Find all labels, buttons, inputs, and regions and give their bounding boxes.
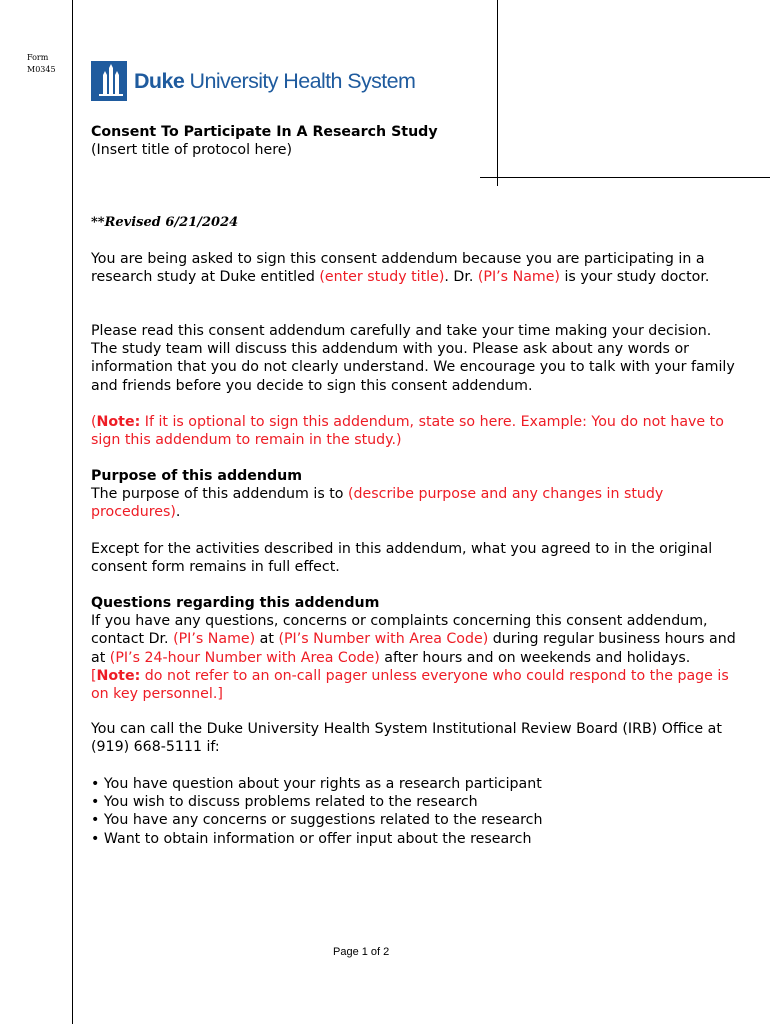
- read-paragraph: Please read this consent addendum carefully and take your time making your decision. The study team will discuss this addendum with you. Please ask about any words or information that you do not clearly understand. We encourage you to talk with your family and friends before you decide to sign this consent addendum.: [91, 323, 735, 394]
- list-item: • You wish to discuss problems related to the research: [91, 794, 478, 811]
- duke-health-logo: [91, 61, 415, 101]
- page-number: Page 1 of 2: [333, 946, 390, 958]
- intro-text-2: . Dr.: [444, 269, 478, 286]
- irb-paragraph: You can call the Duke University Health System Institutional Review Board (IRB) Office at (919) 668-5111 if:: [91, 721, 722, 756]
- purpose-placeholder: (describe purpose and any changes in study procedures): [91, 486, 664, 521]
- purpose-section: [91, 467, 736, 522]
- list-item: • You have any concerns or suggestions related to the research: [91, 812, 543, 829]
- form-code-label: Form: [27, 53, 49, 62]
- document-title: Consent To Participate In A Research Study: [91, 124, 438, 140]
- list-item: • You have question about your rights as a research participant: [91, 776, 542, 792]
- header-vertical-rule: [497, 0, 498, 186]
- intro-paragraph: [91, 250, 736, 286]
- note-text: If it is optional to sign this addendum, state so here. Example: You do not have to sign this addendum to remain in the study.): [91, 414, 724, 449]
- form-code-number: M0345: [27, 65, 56, 74]
- questions-placeholder-24h: (PI’s 24-hour Number with Area Code): [109, 649, 380, 666]
- optional-note: [91, 413, 736, 449]
- questions-text-4: after hours and on weekends and holidays.: [379, 649, 691, 666]
- left-margin-rule: [72, 0, 73, 1024]
- form-code: [27, 52, 56, 76]
- note-open: (: [91, 414, 97, 430]
- intro-text-1: You are being asked to sign this consent addendum because you are participating in a research study at Duke entitled: [91, 251, 705, 286]
- intro-placeholder-pi: (PI’s Name): [477, 269, 560, 286]
- except-paragraph: Except for the activities described in this addendum, what you agreed to in the original consent form remains in full effect.: [91, 541, 713, 576]
- questions-placeholder-number: (PI’s Number with Area Code): [278, 631, 489, 648]
- intro-text-3: is your study doctor.: [559, 269, 710, 286]
- header-horizontal-rule: [480, 177, 770, 178]
- logo-brand-bold: Duke: [134, 68, 185, 93]
- purpose-heading: Purpose of this addendum: [91, 468, 303, 484]
- questions-text-1: If you have any questions, concerns or complaints concerning this consent addendum, contact Dr.: [91, 613, 708, 648]
- questions-paragraph: [91, 612, 736, 703]
- questions-note-open: [: [91, 667, 97, 684]
- questions-text-3: during regular business hours and at: [91, 631, 736, 666]
- list-item: • Want to obtain information or offer input about the research: [91, 830, 532, 847]
- purpose-paragraph: [91, 485, 736, 521]
- intro-placeholder-title: (enter study title): [319, 269, 445, 286]
- logo-brand-rest: University Health System: [184, 68, 416, 93]
- questions-placeholder-pi: (PI’s Name): [173, 631, 256, 648]
- questions-text-2: at: [255, 631, 279, 648]
- note-label: Note:: [96, 414, 141, 430]
- questions-section: [91, 594, 736, 703]
- bullet-list: [91, 775, 736, 848]
- logo-wordmark: [134, 69, 415, 94]
- questions-note-text: do not refer to an on-call pager unless everyone who could respond to the page is on key personnel.]: [91, 667, 729, 703]
- purpose-text-2: .: [175, 504, 181, 521]
- duke-chapel-logo-icon: [91, 61, 127, 101]
- questions-heading: Questions regarding this addendum: [91, 595, 380, 611]
- purpose-text-1: The purpose of this addendum is to: [91, 486, 348, 503]
- document-subtitle: (Insert title of protocol here): [91, 142, 293, 158]
- questions-note-label: Note:: [96, 667, 141, 684]
- revision-date: **Revised 6/21/2024: [91, 215, 239, 230]
